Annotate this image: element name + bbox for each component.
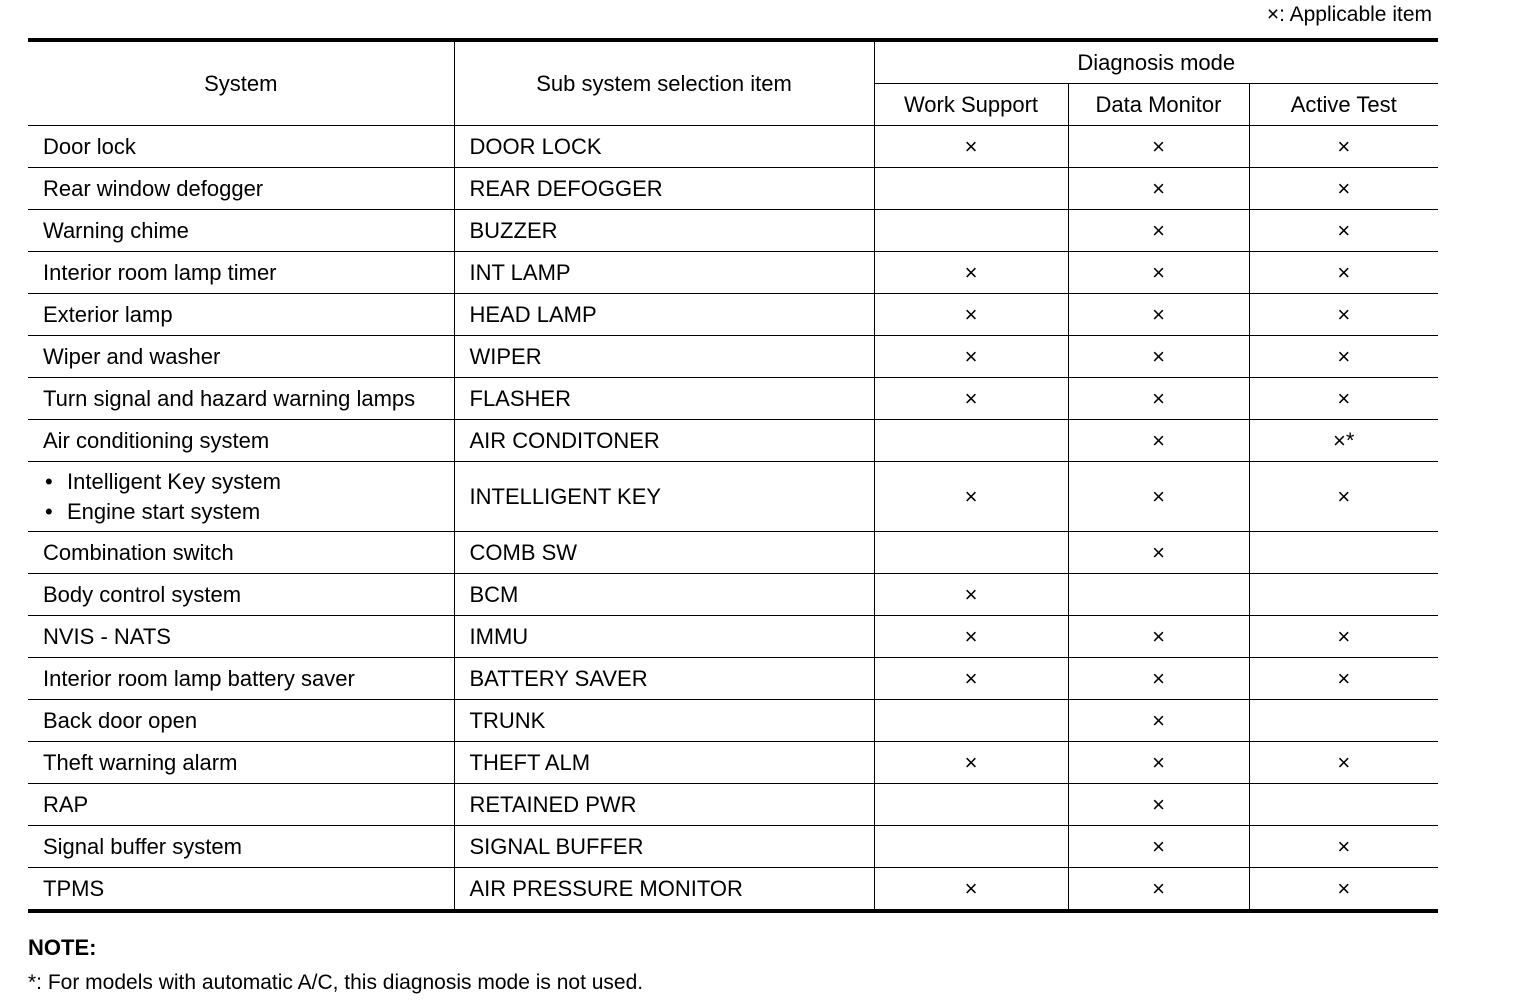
sub-system-cell: TRUNK: [454, 700, 874, 742]
sub-system-cell: WIPER: [454, 336, 874, 378]
system-cell: Turn signal and hazard warning lamps: [28, 378, 454, 420]
header-data-monitor: Data Monitor: [1068, 84, 1249, 126]
active-test-cell: ×: [1249, 616, 1438, 658]
active-test-cell: ×*: [1249, 420, 1438, 462]
data-monitor-cell: ×: [1068, 700, 1249, 742]
table-row: [28, 336, 1438, 378]
note-text: *: For models with automatic A/C, this diagnosis mode is not used.: [28, 971, 644, 994]
table-row: [28, 252, 1438, 294]
data-monitor-cell: [1068, 574, 1249, 616]
active-test-cell: [1249, 574, 1438, 616]
table-row: [28, 868, 1438, 912]
data-monitor-cell: ×: [1068, 294, 1249, 336]
active-test-cell: [1249, 532, 1438, 574]
sub-system-cell: BUZZER: [454, 210, 874, 252]
header-diagnosis-mode: Diagnosis mode: [874, 40, 1438, 84]
system-cell: NVIS - NATS: [28, 616, 454, 658]
sub-system-cell: INT LAMP: [454, 252, 874, 294]
work-support-cell: [874, 700, 1068, 742]
header-work-support: Work Support: [874, 84, 1068, 126]
active-test-cell: ×: [1249, 868, 1438, 912]
work-support-cell: ×: [874, 294, 1068, 336]
system-cell: [28, 462, 454, 532]
work-support-cell: [874, 168, 1068, 210]
data-monitor-cell: ×: [1068, 336, 1249, 378]
sub-system-cell: RETAINED PWR: [454, 784, 874, 826]
sub-system-cell: INTELLIGENT KEY: [454, 462, 874, 532]
work-support-cell: ×: [874, 126, 1068, 168]
active-test-cell: [1249, 784, 1438, 826]
active-test-cell: ×: [1249, 462, 1438, 532]
work-support-cell: ×: [874, 378, 1068, 420]
system-bullet-list: [43, 467, 454, 527]
sub-system-cell: FLASHER: [454, 378, 874, 420]
system-cell: Warning chime: [28, 210, 454, 252]
data-monitor-cell: ×: [1068, 462, 1249, 532]
data-monitor-cell: ×: [1068, 742, 1249, 784]
system-cell: Signal buffer system: [28, 826, 454, 868]
table-header: [28, 40, 1438, 126]
active-test-cell: ×: [1249, 168, 1438, 210]
diagnosis-mode-table: [28, 38, 1438, 913]
system-cell: TPMS: [28, 868, 454, 912]
header-sub-system: Sub system selection item: [454, 40, 874, 126]
system-cell: Air conditioning system: [28, 420, 454, 462]
sub-system-cell: DOOR LOCK: [454, 126, 874, 168]
table-row: [28, 826, 1438, 868]
work-support-cell: [874, 784, 1068, 826]
table-body: [28, 126, 1438, 912]
work-support-cell: ×: [874, 336, 1068, 378]
system-cell: Interior room lamp battery saver: [28, 658, 454, 700]
legend-applicable-item: ×: Applicable item: [1266, 3, 1432, 26]
active-test-cell: ×: [1249, 826, 1438, 868]
table-row: [28, 210, 1438, 252]
active-test-cell: ×: [1249, 336, 1438, 378]
work-support-cell: ×: [874, 742, 1068, 784]
work-support-cell: [874, 532, 1068, 574]
sub-system-cell: SIGNAL BUFFER: [454, 826, 874, 868]
note-title: NOTE:: [28, 935, 97, 960]
system-bullet-item: • Intelligent Key system: [43, 467, 454, 497]
sub-system-cell: THEFT ALM: [454, 742, 874, 784]
sub-system-cell: COMB SW: [454, 532, 874, 574]
system-cell: Interior room lamp timer: [28, 252, 454, 294]
active-test-cell: ×: [1249, 252, 1438, 294]
active-test-cell: ×: [1249, 126, 1438, 168]
system-bullet-item: • Engine start system: [43, 497, 454, 527]
sub-system-cell: BCM: [454, 574, 874, 616]
active-test-cell: ×: [1249, 742, 1438, 784]
system-cell: Door lock: [28, 126, 454, 168]
table-row: [28, 420, 1438, 462]
system-cell: Theft warning alarm: [28, 742, 454, 784]
data-monitor-cell: ×: [1068, 378, 1249, 420]
table-row: [28, 658, 1438, 700]
table-row: [28, 126, 1438, 168]
system-cell: Back door open: [28, 700, 454, 742]
active-test-cell: ×: [1249, 658, 1438, 700]
table-row: [28, 784, 1438, 826]
data-monitor-cell: ×: [1068, 420, 1249, 462]
header-active-test: Active Test: [1249, 84, 1438, 126]
work-support-cell: ×: [874, 574, 1068, 616]
data-monitor-cell: ×: [1068, 210, 1249, 252]
table-row: [28, 574, 1438, 616]
work-support-cell: ×: [874, 616, 1068, 658]
work-support-cell: ×: [874, 462, 1068, 532]
work-support-cell: ×: [874, 868, 1068, 912]
sub-system-cell: IMMU: [454, 616, 874, 658]
data-monitor-cell: ×: [1068, 252, 1249, 294]
table-row: [28, 532, 1438, 574]
system-cell: Wiper and washer: [28, 336, 454, 378]
table-row: [28, 616, 1438, 658]
sub-system-cell: AIR CONDITONER: [454, 420, 874, 462]
table-row: [28, 462, 1438, 532]
active-test-cell: ×: [1249, 294, 1438, 336]
table-row: [28, 742, 1438, 784]
work-support-cell: [874, 420, 1068, 462]
system-cell: Combination switch: [28, 532, 454, 574]
sub-system-cell: HEAD LAMP: [454, 294, 874, 336]
data-monitor-cell: ×: [1068, 168, 1249, 210]
table-row: [28, 168, 1438, 210]
active-test-cell: ×: [1249, 210, 1438, 252]
table-row: [28, 294, 1438, 336]
system-cell: Body control system: [28, 574, 454, 616]
active-test-cell: ×: [1249, 378, 1438, 420]
data-monitor-cell: ×: [1068, 616, 1249, 658]
data-monitor-cell: ×: [1068, 532, 1249, 574]
active-test-cell: [1249, 700, 1438, 742]
data-monitor-cell: ×: [1068, 126, 1249, 168]
data-monitor-cell: ×: [1068, 868, 1249, 912]
sub-system-cell: REAR DEFOGGER: [454, 168, 874, 210]
work-support-cell: ×: [874, 252, 1068, 294]
system-cell: Exterior lamp: [28, 294, 454, 336]
sub-system-cell: BATTERY SAVER: [454, 658, 874, 700]
data-monitor-cell: ×: [1068, 826, 1249, 868]
table-row: [28, 700, 1438, 742]
work-support-cell: ×: [874, 658, 1068, 700]
work-support-cell: [874, 826, 1068, 868]
system-cell: RAP: [28, 784, 454, 826]
data-monitor-cell: ×: [1068, 784, 1249, 826]
sub-system-cell: AIR PRESSURE MONITOR: [454, 868, 874, 912]
work-support-cell: [874, 210, 1068, 252]
system-cell: Rear window defogger: [28, 168, 454, 210]
data-monitor-cell: ×: [1068, 658, 1249, 700]
header-system: System: [28, 40, 454, 126]
table-row: [28, 378, 1438, 420]
